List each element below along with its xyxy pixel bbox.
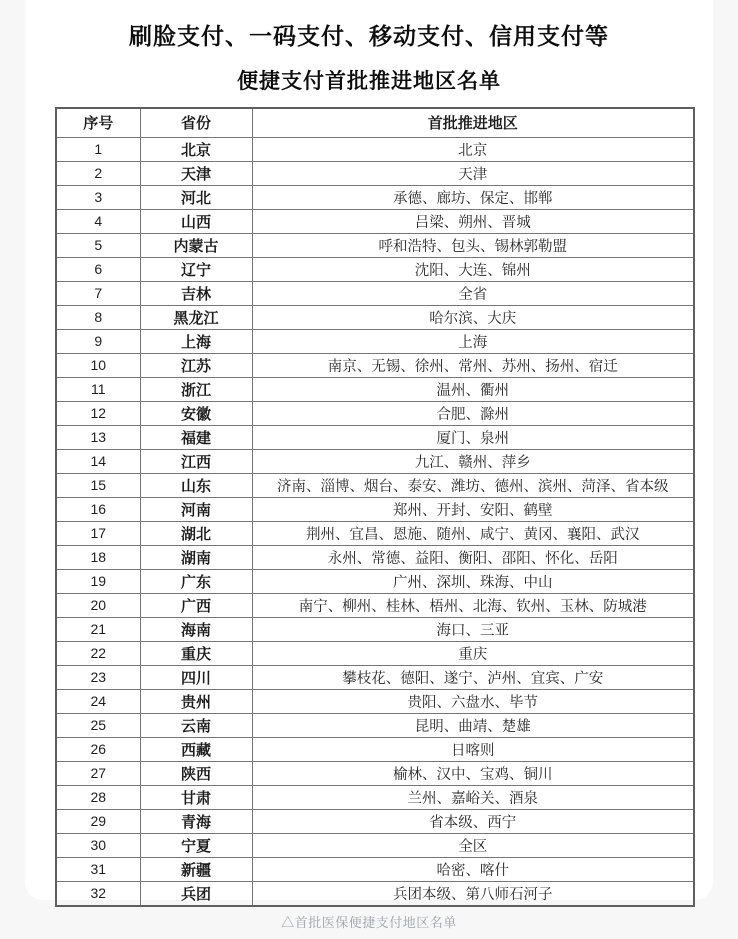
cell-province: 贵州: [140, 689, 252, 713]
table-row: [56, 233, 694, 257]
region-table: [55, 107, 695, 907]
cell-no: 31: [56, 857, 140, 881]
table-row: [56, 521, 694, 545]
cell-province: 湖北: [140, 521, 252, 545]
cell-no: 26: [56, 737, 140, 761]
table-row: [56, 257, 694, 281]
cell-regions: 永州、常德、益阳、衡阳、邵阳、怀化、岳阳: [252, 545, 694, 569]
cell-province: 吉林: [140, 281, 252, 305]
table-row: [56, 857, 694, 881]
cell-no: 7: [56, 281, 140, 305]
column-header-regions: 首批推进地区: [252, 108, 694, 137]
table-row: [56, 305, 694, 329]
cell-regions: 承德、廊坊、保定、邯郸: [252, 185, 694, 209]
cell-province: 宁夏: [140, 833, 252, 857]
cell-province: 重庆: [140, 641, 252, 665]
cell-no: 2: [56, 161, 140, 185]
cell-province: 安徽: [140, 401, 252, 425]
table-row: [56, 665, 694, 689]
cell-regions: 郑州、开封、安阳、鹤壁: [252, 497, 694, 521]
cell-no: 29: [56, 809, 140, 833]
cell-regions: 哈尔滨、大庆: [252, 305, 694, 329]
cell-regions: 兵团本级、第八师石河子: [252, 881, 694, 906]
title-line-2: 便捷支付首批推进地区名单: [237, 69, 501, 93]
table-row: [56, 377, 694, 401]
table-row: [56, 401, 694, 425]
cell-no: 25: [56, 713, 140, 737]
cell-no: 28: [56, 785, 140, 809]
cell-regions: 荆州、宜昌、恩施、随州、咸宁、黄冈、襄阳、武汉: [252, 521, 694, 545]
column-header-province: 省份: [140, 108, 252, 137]
cell-regions: 南宁、柳州、桂林、梧州、北海、钦州、玉林、防城港: [252, 593, 694, 617]
cell-no: 17: [56, 521, 140, 545]
document-card: [25, 0, 713, 903]
table-row: [56, 761, 694, 785]
cell-province: 上海: [140, 329, 252, 353]
cell-province: 北京: [140, 137, 252, 161]
table-row: [56, 473, 694, 497]
cell-province: 四川: [140, 665, 252, 689]
cell-province: 河南: [140, 497, 252, 521]
cell-regions: 省本级、西宁: [252, 809, 694, 833]
cell-regions: 吕梁、朔州、晋城: [252, 209, 694, 233]
cell-no: 23: [56, 665, 140, 689]
cell-province: 海南: [140, 617, 252, 641]
table-row: [56, 833, 694, 857]
cell-province: 福建: [140, 425, 252, 449]
cell-regions: 贵阳、六盘水、毕节: [252, 689, 694, 713]
cell-no: 22: [56, 641, 140, 665]
cell-province: 江苏: [140, 353, 252, 377]
cell-province: 广东: [140, 569, 252, 593]
cell-no: 20: [56, 593, 140, 617]
cell-regions: 厦门、泉州: [252, 425, 694, 449]
cell-no: 1: [56, 137, 140, 161]
table-header-row: [56, 108, 694, 137]
cell-no: 4: [56, 209, 140, 233]
cell-province: 湖南: [140, 545, 252, 569]
table-row: [56, 137, 694, 161]
cell-province: 甘肃: [140, 785, 252, 809]
cell-no: 30: [56, 833, 140, 857]
cell-regions: 呼和浩特、包头、锡林郭勒盟: [252, 233, 694, 257]
table-row: [56, 353, 694, 377]
cell-regions: 广州、深圳、珠海、中山: [252, 569, 694, 593]
title-line-1: 刷脸支付、一码支付、移动支付、信用支付等: [129, 24, 609, 49]
table-row: [56, 689, 694, 713]
table-row: [56, 785, 694, 809]
cell-no: 18: [56, 545, 140, 569]
cell-province: 黑龙江: [140, 305, 252, 329]
cell-province: 辽宁: [140, 257, 252, 281]
table-row: [56, 281, 694, 305]
table-row: [56, 641, 694, 665]
cell-regions: 日喀则: [252, 737, 694, 761]
cell-regions: 沈阳、大连、锦州: [252, 257, 694, 281]
cell-regions: 北京: [252, 137, 694, 161]
cell-no: 24: [56, 689, 140, 713]
cell-regions: 攀枝花、德阳、遂宁、泸州、宜宾、广安: [252, 665, 694, 689]
cell-regions: 九江、赣州、萍乡: [252, 449, 694, 473]
region-table-body: [56, 137, 694, 906]
table-row: [56, 209, 694, 233]
cell-no: 15: [56, 473, 140, 497]
cell-no: 12: [56, 401, 140, 425]
cell-no: 3: [56, 185, 140, 209]
cell-province: 西藏: [140, 737, 252, 761]
cell-no: 5: [56, 233, 140, 257]
table-row: [56, 713, 694, 737]
cell-province: 河北: [140, 185, 252, 209]
cell-regions: 全省: [252, 281, 694, 305]
table-row: [56, 881, 694, 906]
image-caption: △首批医保便捷支付地区名单: [281, 915, 457, 930]
cell-no: 13: [56, 425, 140, 449]
cell-no: 9: [56, 329, 140, 353]
table-row: [56, 329, 694, 353]
cell-no: 14: [56, 449, 140, 473]
table-row: [56, 569, 694, 593]
cell-province: 浙江: [140, 377, 252, 401]
cell-no: 27: [56, 761, 140, 785]
cell-no: 19: [56, 569, 140, 593]
cell-regions: 昆明、曲靖、楚雄: [252, 713, 694, 737]
cell-no: 16: [56, 497, 140, 521]
cell-province: 兵团: [140, 881, 252, 906]
cell-regions: 海口、三亚: [252, 617, 694, 641]
cell-regions: 温州、衢州: [252, 377, 694, 401]
table-row: [56, 809, 694, 833]
cell-regions: 上海: [252, 329, 694, 353]
cell-province: 内蒙古: [140, 233, 252, 257]
cell-regions: 济南、淄博、烟台、泰安、潍坊、德州、滨州、菏泽、省本级: [252, 473, 694, 497]
cell-no: 21: [56, 617, 140, 641]
cell-no: 6: [56, 257, 140, 281]
cell-province: 新疆: [140, 857, 252, 881]
column-header-no: 序号: [56, 108, 140, 137]
cell-regions: 全区: [252, 833, 694, 857]
cell-regions: 天津: [252, 161, 694, 185]
table-row: [56, 593, 694, 617]
table-row: [56, 545, 694, 569]
table-row: [56, 185, 694, 209]
cell-no: 8: [56, 305, 140, 329]
cell-province: 江西: [140, 449, 252, 473]
cell-province: 山西: [140, 209, 252, 233]
cell-no: 32: [56, 881, 140, 906]
cell-province: 天津: [140, 161, 252, 185]
cell-province: 青海: [140, 809, 252, 833]
cell-province: 云南: [140, 713, 252, 737]
table-row: [56, 425, 694, 449]
cell-no: 11: [56, 377, 140, 401]
table-row: [56, 449, 694, 473]
cell-regions: 哈密、喀什: [252, 857, 694, 881]
cell-regions: 南京、无锡、徐州、常州、苏州、扬州、宿迁: [252, 353, 694, 377]
cell-province: 山东: [140, 473, 252, 497]
table-row: [56, 737, 694, 761]
cell-no: 10: [56, 353, 140, 377]
cell-province: 广西: [140, 593, 252, 617]
cell-regions: 合肥、滁州: [252, 401, 694, 425]
cell-regions: 兰州、嘉峪关、酒泉: [252, 785, 694, 809]
cell-regions: 重庆: [252, 641, 694, 665]
cell-regions: 榆林、汉中、宝鸡、铜川: [252, 761, 694, 785]
cell-province: 陕西: [140, 761, 252, 785]
table-row: [56, 617, 694, 641]
table-row: [56, 497, 694, 521]
table-row: [56, 161, 694, 185]
